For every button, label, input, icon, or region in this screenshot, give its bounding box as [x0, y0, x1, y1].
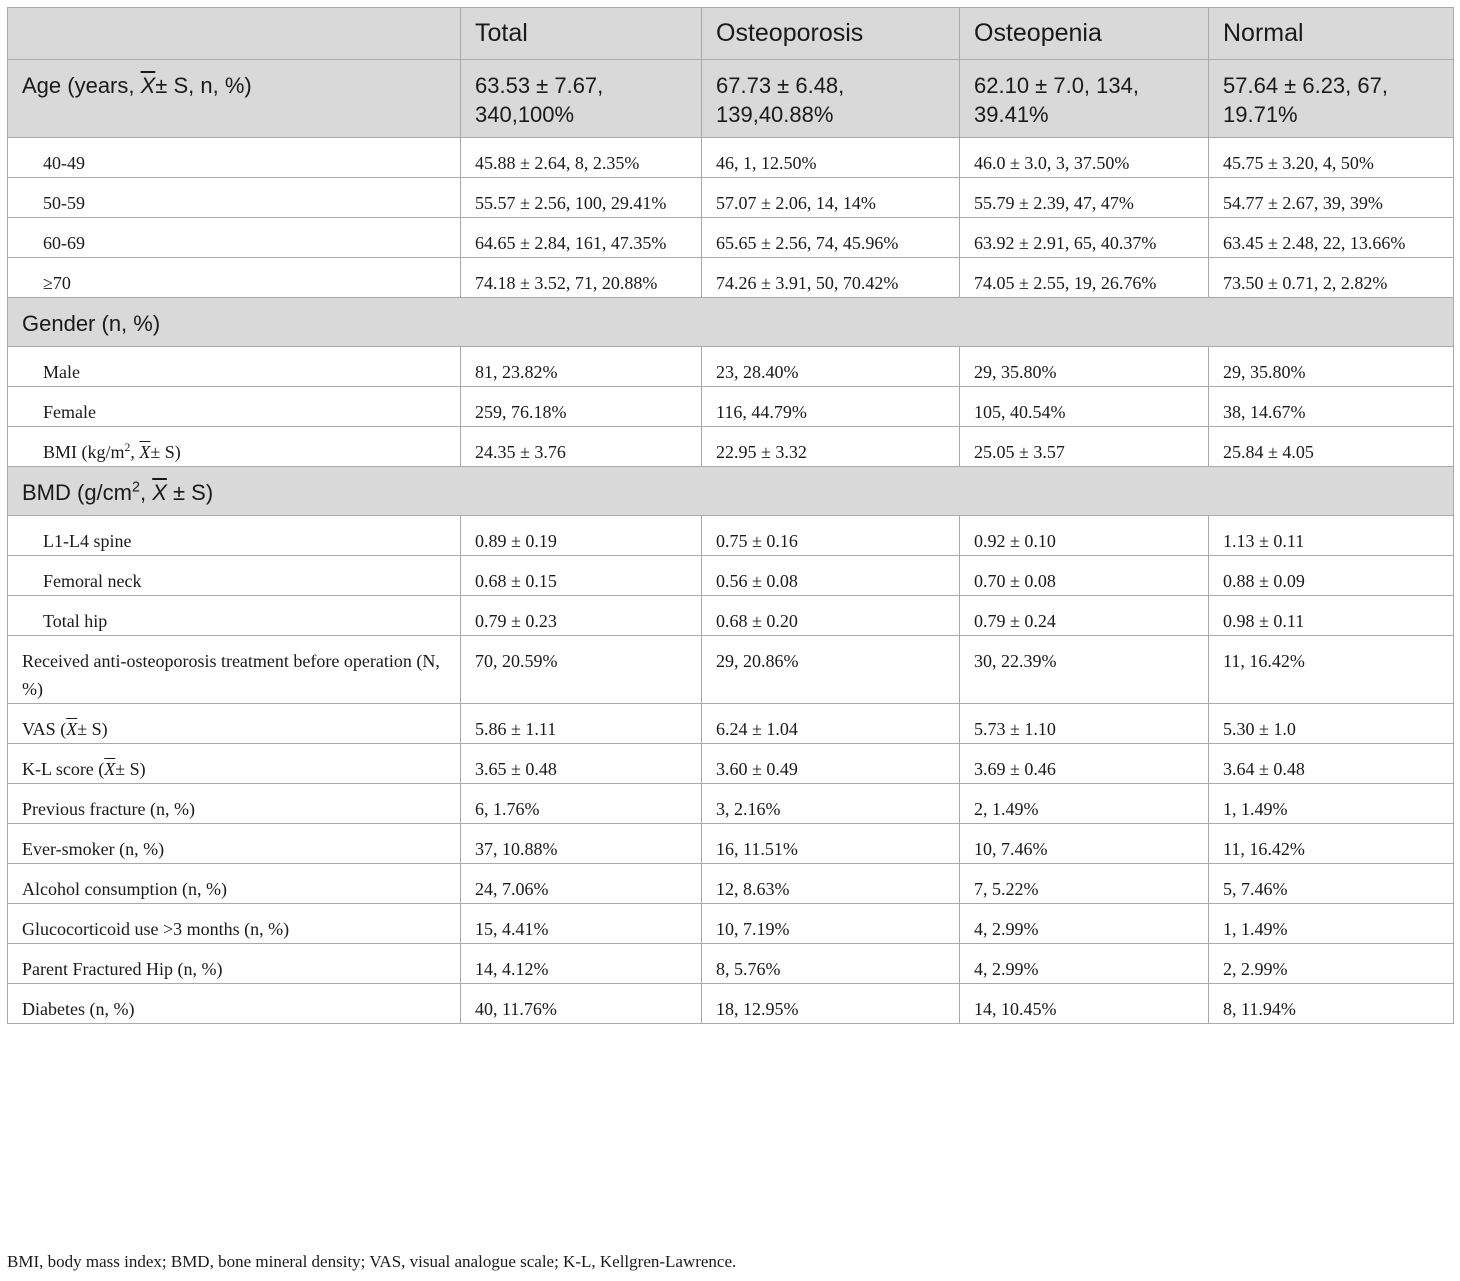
cell-osteoporosis: 23, 28.40% — [702, 347, 960, 387]
cell-osteoporosis: 46, 1, 12.50% — [702, 138, 960, 178]
cell-osteoporosis: 57.07 ± 2.06, 14, 14% — [702, 178, 960, 218]
row-label — [8, 427, 461, 467]
cell-normal: 11, 16.42% — [1209, 824, 1454, 864]
label-post: ± S, n, %) — [155, 73, 252, 98]
label-post: ± S) — [115, 759, 146, 779]
cell-osteoporosis: 22.95 ± 3.32 — [702, 427, 960, 467]
row-label: Parent Fractured Hip (n, %) — [8, 944, 461, 984]
row-label: Male — [8, 347, 461, 387]
cell-osteoporosis: 67.73 ± 6.48, 139,40.88% — [702, 60, 960, 138]
table-row — [8, 984, 1454, 1024]
cell-osteopenia: 0.79 ± 0.24 — [960, 596, 1209, 636]
cell-osteopenia: 25.05 ± 3.57 — [960, 427, 1209, 467]
cell-normal: 54.77 ± 2.67, 39, 39% — [1209, 178, 1454, 218]
cell-total: 5.86 ± 1.11 — [461, 704, 702, 744]
cell-osteoporosis: 116, 44.79% — [702, 387, 960, 427]
cell-osteopenia: 74.05 ± 2.55, 19, 26.76% — [960, 258, 1209, 298]
row-label: Total hip — [8, 596, 461, 636]
row-label: Glucocorticoid use >3 months (n, %) — [8, 904, 461, 944]
row-label: Alcohol consumption (n, %) — [8, 864, 461, 904]
label-sup: 2 — [132, 479, 140, 496]
cell-osteoporosis: 16, 11.51% — [702, 824, 960, 864]
table-row — [8, 636, 1454, 704]
cell-total: 259, 76.18% — [461, 387, 702, 427]
row-label: Received anti-osteoporosis treatment before operation (N, %) — [8, 636, 461, 704]
row-label — [8, 744, 461, 784]
header-osteopenia: Osteopenia — [960, 8, 1209, 60]
cell-normal: 5, 7.46% — [1209, 864, 1454, 904]
cell-osteopenia: 4, 2.99% — [960, 904, 1209, 944]
cell-osteoporosis: 3.60 ± 0.49 — [702, 744, 960, 784]
cell-osteopenia: 46.0 ± 3.0, 3, 37.50% — [960, 138, 1209, 178]
label-post: ± S) — [150, 442, 181, 462]
cell-osteoporosis: 3, 2.16% — [702, 784, 960, 824]
data-table — [7, 7, 1454, 1024]
cell-normal: 2, 2.99% — [1209, 944, 1454, 984]
table-footnote: BMI, body mass index; BMD, bone mineral density; VAS, visual analogue scale; K-L, Kellgren-Lawrence. — [7, 1252, 737, 1271]
cell-normal: 45.75 ± 3.20, 4, 50% — [1209, 138, 1454, 178]
table-row — [8, 556, 1454, 596]
label-xbar: $\overline{X}$ — [140, 73, 156, 98]
table-row — [8, 904, 1454, 944]
row-label — [8, 467, 1454, 516]
label-xbar: $\overline{X}$ — [66, 719, 78, 739]
table-row — [8, 178, 1454, 218]
label-pre: Age (years, — [22, 73, 141, 98]
table-row — [8, 824, 1454, 864]
row-label: 60-69 — [8, 218, 461, 258]
cell-normal: 3.64 ± 0.48 — [1209, 744, 1454, 784]
row-label: L1-L4 spine — [8, 516, 461, 556]
table-header — [8, 8, 1454, 60]
cell-osteopenia: 0.70 ± 0.08 — [960, 556, 1209, 596]
cell-osteoporosis: 74.26 ± 3.91, 50, 70.42% — [702, 258, 960, 298]
cell-total: 24.35 ± 3.76 — [461, 427, 702, 467]
cell-total: 70, 20.59% — [461, 636, 702, 704]
row-label: 50-59 — [8, 178, 461, 218]
table-row — [8, 467, 1454, 516]
cell-osteopenia: 29, 35.80% — [960, 347, 1209, 387]
table-row — [8, 298, 1454, 347]
row-label: Previous fracture (n, %) — [8, 784, 461, 824]
table-row — [8, 258, 1454, 298]
label-mid: , — [139, 480, 153, 505]
cell-total: 3.65 ± 0.48 — [461, 744, 702, 784]
label-pre: BMI (kg/m — [43, 442, 125, 462]
cell-normal: 57.64 ± 6.23, 67, 19.71% — [1209, 60, 1454, 138]
cell-total: 0.68 ± 0.15 — [461, 556, 702, 596]
header-total: Total — [461, 8, 702, 60]
cell-total: 24, 7.06% — [461, 864, 702, 904]
cell-osteopenia: 14, 10.45% — [960, 984, 1209, 1024]
cell-osteoporosis: 65.65 ± 2.56, 74, 45.96% — [702, 218, 960, 258]
table-row — [8, 516, 1454, 556]
cell-osteopenia: 55.79 ± 2.39, 47, 47% — [960, 178, 1209, 218]
cell-normal: 1.13 ± 0.11 — [1209, 516, 1454, 556]
cell-osteopenia: 105, 40.54% — [960, 387, 1209, 427]
header-normal: Normal — [1209, 8, 1454, 60]
label-xbar: $\overline{X}$ — [104, 759, 116, 779]
label-mid: , — [130, 442, 140, 462]
cell-total: 37, 10.88% — [461, 824, 702, 864]
row-label: Gender (n, %) — [8, 298, 1454, 347]
row-label: Ever-smoker (n, %) — [8, 824, 461, 864]
cell-total: 64.65 ± 2.84, 161, 47.35% — [461, 218, 702, 258]
cell-osteoporosis: 0.68 ± 0.20 — [702, 596, 960, 636]
table-row — [8, 944, 1454, 984]
cell-osteopenia: 7, 5.22% — [960, 864, 1209, 904]
row-label: Diabetes (n, %) — [8, 984, 461, 1024]
cell-total: 81, 23.82% — [461, 347, 702, 387]
label-xbar: $\overline{X}$ — [152, 480, 167, 505]
table-body — [8, 60, 1454, 1024]
header-osteoporosis: Osteoporosis — [702, 8, 960, 60]
cell-total: 6, 1.76% — [461, 784, 702, 824]
cell-normal: 63.45 ± 2.48, 22, 13.66% — [1209, 218, 1454, 258]
cell-normal: 0.98 ± 0.11 — [1209, 596, 1454, 636]
cell-osteopenia: 62.10 ± 7.0, 134, 39.41% — [960, 60, 1209, 138]
cell-osteopenia: 4, 2.99% — [960, 944, 1209, 984]
cell-osteoporosis: 29, 20.86% — [702, 636, 960, 704]
cell-osteoporosis: 0.75 ± 0.16 — [702, 516, 960, 556]
cell-total: 0.79 ± 0.23 — [461, 596, 702, 636]
row-label — [8, 60, 461, 138]
cell-osteopenia: 63.92 ± 2.91, 65, 40.37% — [960, 218, 1209, 258]
label-post: ± S) — [77, 719, 108, 739]
cell-normal: 29, 35.80% — [1209, 347, 1454, 387]
table-row — [8, 218, 1454, 258]
cell-total: 40, 11.76% — [461, 984, 702, 1024]
cell-osteopenia: 5.73 ± 1.10 — [960, 704, 1209, 744]
cell-osteopenia: 3.69 ± 0.46 — [960, 744, 1209, 784]
cell-osteopenia: 10, 7.46% — [960, 824, 1209, 864]
row-label: Female — [8, 387, 461, 427]
cell-osteopenia: 0.92 ± 0.10 — [960, 516, 1209, 556]
table-row — [8, 744, 1454, 784]
cell-osteoporosis: 18, 12.95% — [702, 984, 960, 1024]
cell-total: 63.53 ± 7.67, 340,100% — [461, 60, 702, 138]
table-row — [8, 387, 1454, 427]
cell-total: 74.18 ± 3.52, 71, 20.88% — [461, 258, 702, 298]
label-post: ± S) — [166, 480, 214, 505]
row-label: 40-49 — [8, 138, 461, 178]
cell-normal: 11, 16.42% — [1209, 636, 1454, 704]
label-pre: K-L score ( — [22, 759, 105, 779]
cell-total: 15, 4.41% — [461, 904, 702, 944]
table-row — [8, 704, 1454, 744]
table-row — [8, 784, 1454, 824]
header-row — [8, 8, 1454, 60]
cell-normal: 1, 1.49% — [1209, 784, 1454, 824]
table-row — [8, 138, 1454, 178]
cell-osteopenia: 30, 22.39% — [960, 636, 1209, 704]
cell-normal: 25.84 ± 4.05 — [1209, 427, 1454, 467]
cell-osteoporosis: 0.56 ± 0.08 — [702, 556, 960, 596]
cell-total: 55.57 ± 2.56, 100, 29.41% — [461, 178, 702, 218]
cell-normal: 73.50 ± 0.71, 2, 2.82% — [1209, 258, 1454, 298]
row-label: ≥70 — [8, 258, 461, 298]
table-row — [8, 60, 1454, 138]
label-xbar: $\overline{X}$ — [139, 442, 151, 462]
header-blank — [8, 8, 461, 60]
cell-normal: 8, 11.94% — [1209, 984, 1454, 1024]
cell-osteoporosis: 12, 8.63% — [702, 864, 960, 904]
table-row — [8, 864, 1454, 904]
cell-osteoporosis: 10, 7.19% — [702, 904, 960, 944]
cell-normal: 1, 1.49% — [1209, 904, 1454, 944]
cell-total: 0.89 ± 0.19 — [461, 516, 702, 556]
cell-normal: 0.88 ± 0.09 — [1209, 556, 1454, 596]
cell-osteoporosis: 6.24 ± 1.04 — [702, 704, 960, 744]
table-row — [8, 427, 1454, 467]
cell-osteoporosis: 8, 5.76% — [702, 944, 960, 984]
table-row — [8, 596, 1454, 636]
cell-normal: 5.30 ± 1.0 — [1209, 704, 1454, 744]
table-row — [8, 347, 1454, 387]
row-label: Femoral neck — [8, 556, 461, 596]
cell-osteopenia: 2, 1.49% — [960, 784, 1209, 824]
cell-normal: 38, 14.67% — [1209, 387, 1454, 427]
label-pre: VAS ( — [22, 719, 67, 739]
cell-total: 14, 4.12% — [461, 944, 702, 984]
cell-total: 45.88 ± 2.64, 8, 2.35% — [461, 138, 702, 178]
label-pre: BMD (g/cm — [22, 480, 132, 505]
label-sup: 2 — [124, 441, 131, 454]
row-label — [8, 704, 461, 744]
